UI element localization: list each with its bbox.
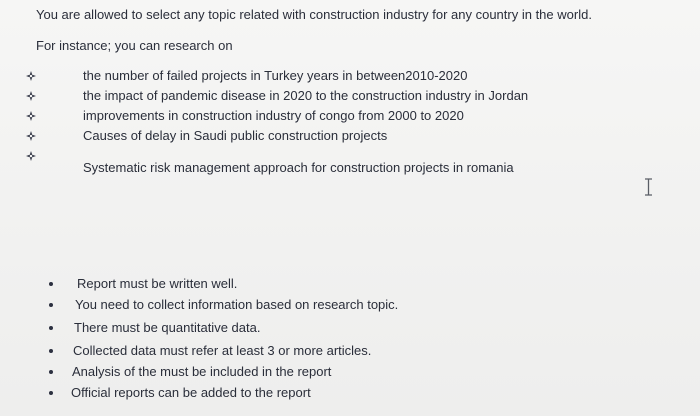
requirement-text: Analysis of the must be included in the report — [72, 364, 332, 379]
requirement-item — [0, 276, 700, 293]
topic-item — [0, 108, 700, 125]
bullet-dot-icon — [49, 349, 53, 353]
requirement-item — [0, 385, 700, 402]
requirement-item — [0, 364, 700, 381]
requirement-item — [0, 343, 700, 360]
requirement-item — [0, 297, 700, 314]
intro-line-1: You are allowed to select any topic related with construction industry for any country in the world. — [36, 7, 592, 22]
topic-text: the impact of pandemic disease in 2020 to the construction industry in Jordan — [83, 88, 529, 103]
requirement-text: Collected data must refer at least 3 or more articles. — [73, 343, 372, 358]
bullet-dot-icon — [49, 391, 53, 395]
topic-item — [0, 128, 700, 145]
bullet-dot-icon — [49, 282, 53, 286]
requirement-text: Report must be written well. — [77, 276, 238, 291]
requirement-text: There must be quantitative data. — [74, 320, 261, 335]
topic-item — [0, 88, 700, 105]
bullet-dot-icon — [49, 326, 53, 330]
requirement-item — [0, 320, 700, 337]
intro-line-2: For instance; you can research on — [36, 38, 233, 53]
topic-text: the number of failed projects in Turkey years in between2010-2020 — [83, 68, 468, 83]
topic-item — [0, 148, 700, 175]
topic-item — [0, 68, 700, 85]
diamond-star-icon — [26, 151, 36, 161]
diamond-star-icon — [26, 91, 36, 101]
requirement-text: You need to collect information based on research topic. — [75, 297, 399, 312]
diamond-star-icon — [26, 131, 36, 141]
topic-text: Causes of delay in Saudi public construction projects — [83, 128, 388, 143]
requirement-text: Official reports can be added to the report — [71, 385, 311, 400]
bullet-dot-icon — [49, 370, 53, 374]
topic-text: Systematic risk management approach for construction projects in romania — [83, 160, 514, 175]
diamond-star-icon — [26, 71, 36, 81]
diamond-star-icon — [26, 111, 36, 121]
bullet-dot-icon — [49, 303, 53, 307]
text-cursor-icon — [644, 178, 653, 196]
topic-text: improvements in construction industry of congo from 2000 to 2020 — [83, 108, 464, 123]
